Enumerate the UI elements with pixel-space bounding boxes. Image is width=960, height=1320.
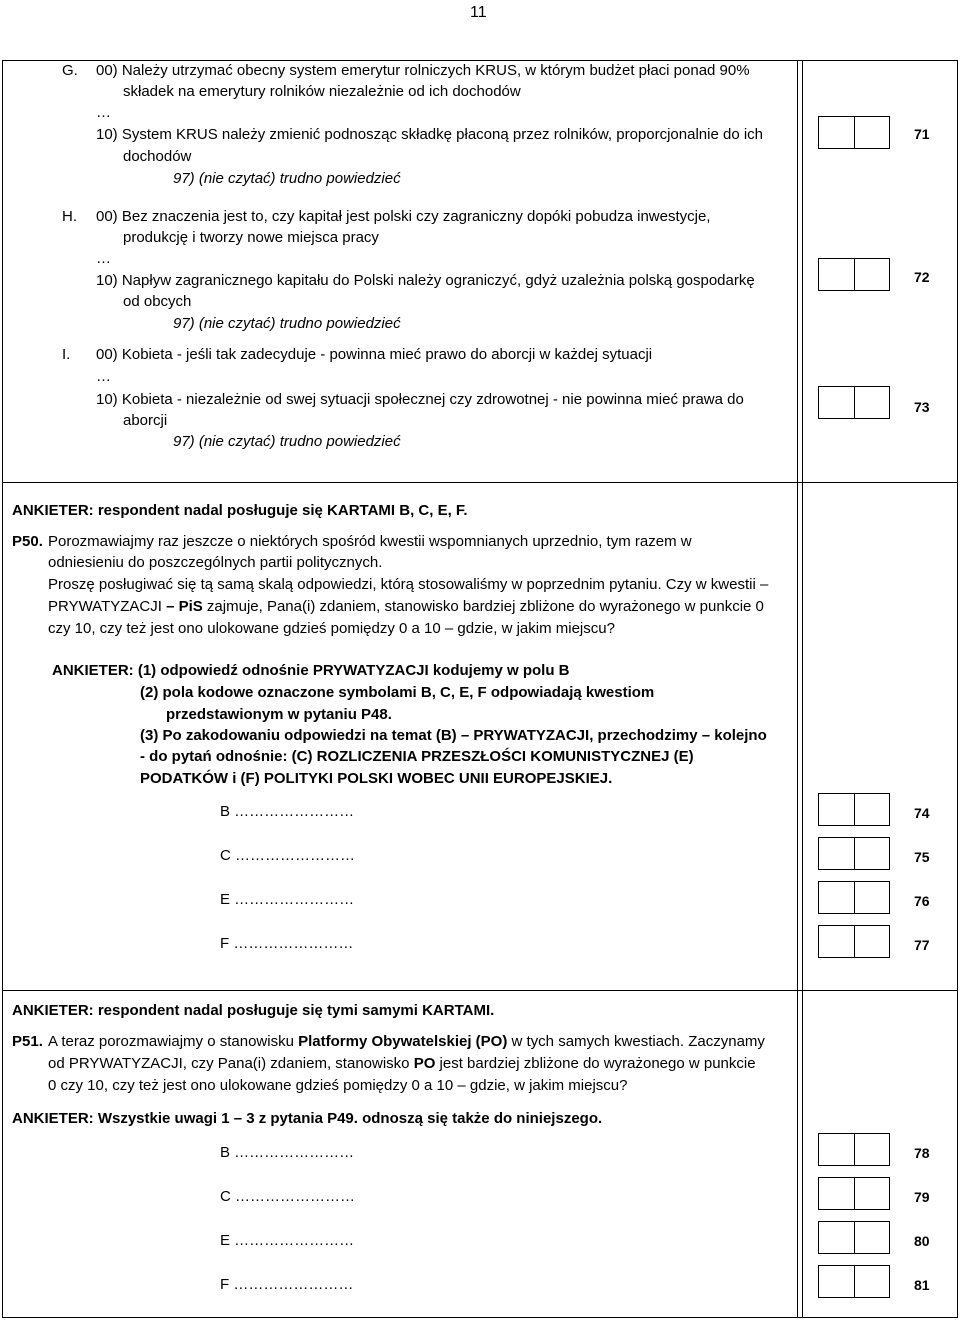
code-number: 77	[914, 937, 930, 953]
answer-line: 10) Kobieta - niezależnie od swej sytuacji społecznej czy zdrowotnej - nie powinna mieć prawa do	[96, 391, 744, 408]
section-divider-2	[2, 990, 958, 991]
answer-line: składek na emerytury rolników niezależnie od ich dochodów	[123, 83, 521, 100]
dont-read-option: 97) (nie czytać) trudno powiedzieć	[173, 170, 401, 187]
question-text: odniesieniu do poszczególnych partii politycznych.	[48, 554, 383, 571]
question-text: Porozmawiajmy raz jeszcze o niektórych spośród kwestii wspomnianych uprzednio, tym razem w	[48, 533, 692, 550]
ellipsis: …	[96, 104, 111, 121]
page-number: 11	[470, 4, 487, 21]
item-label-f: F ……………………	[220, 935, 354, 952]
answer-line: 00) Należy utrzymać obecny system emerytur rolniczych KRUS, w którym budżet płaci ponad 90%	[96, 62, 750, 79]
code-number: 73	[914, 399, 930, 415]
code-box-79[interactable]	[818, 1177, 890, 1210]
instruction-line: przedstawionym w pytaniu P48.	[166, 706, 392, 723]
question-letter: G.	[62, 62, 78, 79]
code-box-73[interactable]	[818, 386, 890, 419]
instruction-line: ANKIETER: (1) odpowiedź odnośnie PRYWATYZACJI kodujemy w polu B	[52, 662, 570, 679]
interviewer-instruction: ANKIETER: respondent nadal posługuje się KARTAMI B, C, E, F.	[12, 502, 468, 519]
column-divider-2	[802, 60, 803, 1318]
interviewer-instruction: ANKIETER: Wszystkie uwagi 1 – 3 z pytania P49. odnoszą się także do niniejszego.	[12, 1110, 603, 1127]
code-number: 80	[914, 1233, 930, 1249]
interviewer-instruction: ANKIETER: respondent nadal posługuje się tymi samymi KARTAMI.	[12, 1002, 495, 1019]
question-text: od PRYWATYZACJI, czy Pana(i) zdaniem, stanowisko PO jest bardziej zbliżone do wyrażonego w punkcie	[48, 1055, 756, 1072]
code-number: 78	[914, 1145, 930, 1161]
column-divider-1	[797, 60, 798, 1318]
question-letter: I.	[62, 346, 71, 363]
item-label-e: E ……………………	[220, 891, 355, 908]
code-box-76[interactable]	[818, 881, 890, 914]
item-label-e: E ……………………	[220, 1232, 355, 1249]
code-box-75[interactable]	[818, 837, 890, 870]
code-box-77[interactable]	[818, 925, 890, 958]
item-label-c: C ……………………	[220, 1188, 355, 1205]
question-letter: H.	[62, 208, 77, 225]
answer-line: 00) Kobieta - jeśli tak zadecyduje - powinna mieć prawo do aborcji w każdej sytuacji	[96, 346, 653, 363]
dont-read-option: 97) (nie czytać) trudno powiedzieć	[173, 433, 401, 450]
code-box-78[interactable]	[818, 1133, 890, 1166]
code-number: 74	[914, 805, 930, 821]
question-label: P50.	[12, 533, 43, 550]
question-text: 0 czy 10, czy też jest ono ulokowane gdzieś pomiędzy 0 a 10 – gdzie, w jakim miejscu?	[48, 1077, 628, 1094]
instruction-line: - do pytań odnośnie: (C) ROZLICZENIA PRZESZŁOŚCI KOMUNISTYCZNEJ (E)	[140, 748, 694, 765]
table-bottom-border	[2, 1317, 958, 1318]
answer-line: 00) Bez znaczenia jest to, czy kapitał jest polski czy zagraniczny dopóki pobudza inwestycje,	[96, 208, 711, 225]
code-number: 76	[914, 893, 930, 909]
code-box-80[interactable]	[818, 1221, 890, 1254]
code-number: 71	[914, 126, 930, 142]
ellipsis: …	[96, 250, 111, 267]
instruction-line: (2) pola kodowe oznaczone symbolami B, C, E, F odpowiadają kwestiom	[140, 684, 655, 701]
item-label-c: C ……………………	[220, 847, 355, 864]
table-left-border	[2, 60, 3, 1318]
table-right-border	[957, 60, 958, 1318]
code-box-81[interactable]	[818, 1265, 890, 1298]
question-text: PRYWATYZACJI – PiS zajmuje, Pana(i) zdaniem, stanowisko bardziej zbliżone do wyrażonego w punkcie 0	[48, 598, 764, 615]
question-text: czy 10, czy też jest ono ulokowane gdzieś pomiędzy 0 a 10 – gdzie, w jakim miejscu?	[48, 620, 615, 637]
item-label-b: B ……………………	[220, 1144, 355, 1161]
answer-line: dochodów	[123, 148, 192, 165]
code-box-72[interactable]	[818, 258, 890, 291]
question-text: A teraz porozmawiajmy o stanowisku Platformy Obywatelskiej (PO) w tych samych kwestiach. Zaczynamy	[48, 1033, 765, 1050]
code-number: 79	[914, 1189, 930, 1205]
instruction-line: (3) Po zakodowaniu odpowiedzi na temat (B) – PRYWATYZACJI, przechodzimy – kolejno	[140, 727, 767, 744]
section-divider-1	[2, 482, 958, 483]
answer-line: od obcych	[123, 293, 192, 310]
item-label-b: B ……………………	[220, 803, 355, 820]
instruction-line: PODATKÓW i (F) POLITYKI POLSKI WOBEC UNII EUROPEJSKIEJ.	[140, 770, 613, 787]
dont-read-option: 97) (nie czytać) trudno powiedzieć	[173, 315, 401, 332]
code-box-71[interactable]	[818, 116, 890, 149]
item-label-f: F ……………………	[220, 1276, 354, 1293]
ellipsis: …	[96, 368, 111, 385]
question-text: Proszę posługiwać się tą samą skalą odpowiedzi, którą stosowaliśmy w poprzednim pytaniu. Czy w kwestii –	[48, 576, 769, 593]
code-box-74[interactable]	[818, 793, 890, 826]
answer-line: 10) Napływ zagranicznego kapitału do Polski należy ograniczyć, gdyż uzależnia polską gospodarkę	[96, 272, 755, 289]
code-number: 81	[914, 1277, 930, 1293]
answer-line: aborcji	[123, 412, 168, 429]
answer-line: produkcję i tworzy nowe miejsca pracy	[123, 229, 379, 246]
code-number: 75	[914, 849, 930, 865]
question-label: P51.	[12, 1033, 43, 1050]
answer-line: 10) System KRUS należy zmienić podnosząc składkę płaconą przez rolników, proporcjonalnie do ich	[96, 126, 764, 143]
code-number: 72	[914, 269, 930, 285]
